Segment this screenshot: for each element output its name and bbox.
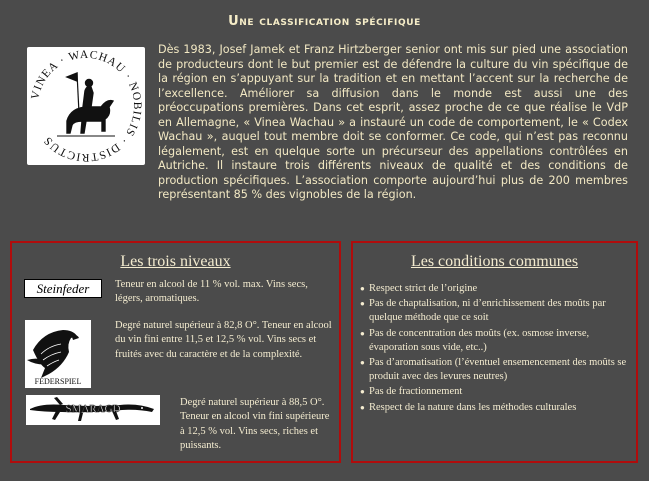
bullet-icon: ● [360,358,365,368]
list-item [360,327,632,355]
lizard-smaragd-logo-icon [26,395,160,425]
bullet-icon: ● [360,402,365,412]
bullet-icon: ● [360,284,365,293]
bullet-icon: ● [360,299,365,309]
smaragd-logo-text: SMARAGD [65,403,121,415]
condition-text: Pas de chaptalisation, ni d’enrichissement des moûts par quelque méthode que ce soit [369,298,606,324]
levels-panel-title: Les trois niveaux [120,253,231,270]
falcon-federspiel-logo-icon [25,320,91,388]
intro-paragraph: Dès 1983, Josef Jamek et Franz Hirtzberger senior ont mis sur pied une association de producteurs dont le but premier est de défendre la culture du vin spécifique de la région en s’appuyant sur la tradition et en mettant l’accent sur la recherche de l’excellence. Améliorer sa diffusion dans le monde est aussi une des préoccupations premières. Dans cet esprit, assez proche de ce que réalise le VdP en Allemagne, « Vinea Wachau » a instauré un code de comportement, le « Codex Wachau », auquel tout membre doit se conformer. Ce code, qui n’est pas reconnu légalement, est en quelque sorte un précurseur des appellations contrôlées en Autriche. Il instaure trois différents niveaux de qualité et des conditions de production spécifiques. L’association comporte aujourd’hui plus de 200 membres représentant 85 % des vignobles de la région. [158,43,628,202]
vinea-wachau-seal-icon [27,47,145,165]
bullet-icon: ● [360,387,365,397]
conditions-panel [351,241,638,463]
steinfeder-logo-text: Steinfeder [36,281,90,296]
list-item [360,282,632,296]
steinfeder-logo-icon [24,279,102,298]
federspiel-description: Degré naturel supérieur à 82,8 O°. Teneur en alcool du vin fini entre 11,5 et 12,5 % vol. Vins secs et fruités avec du caractère et de la complexité. [115,320,332,360]
levels-panel [10,241,341,463]
condition-text: Respect strict de l’origine [369,283,478,294]
condition-text: Pas d’aromatisation (l’éventuel ensemencement des moûts se produit avec des levures neutres) [369,357,627,383]
list-item [360,297,632,325]
federspiel-logo-text: FEDERSPIEL [34,377,82,386]
condition-text: Pas de concentration des moûts (ex. osmose inverse, évaporation sous vide, etc..) [369,327,590,353]
bullet-icon: ● [360,328,365,338]
smaragd-description: Degré naturel supérieur à 88,5 O°. Teneur en alcool vin fini supérieure à 12,5 % vol. Vins secs, riches et puissants. [180,397,330,452]
steinfeder-description: Teneur en alcool de 11 % vol. max. Vins secs, légers, aromatiques. [115,279,308,305]
conditions-list [360,282,632,416]
condition-text: Pas de fractionnement [369,386,463,398]
list-item [360,401,632,415]
seal-text: VINEA · WACHAU · NOBILIS · DISTRICTUS [29,48,144,164]
condition-text: Respect de la nature dans les méthodes culturales [369,401,577,413]
conditions-panel-title: Les conditions communes [410,253,579,270]
list-item [360,356,632,384]
page-title: Une classification spécifique [228,14,421,29]
list-item [360,385,632,399]
